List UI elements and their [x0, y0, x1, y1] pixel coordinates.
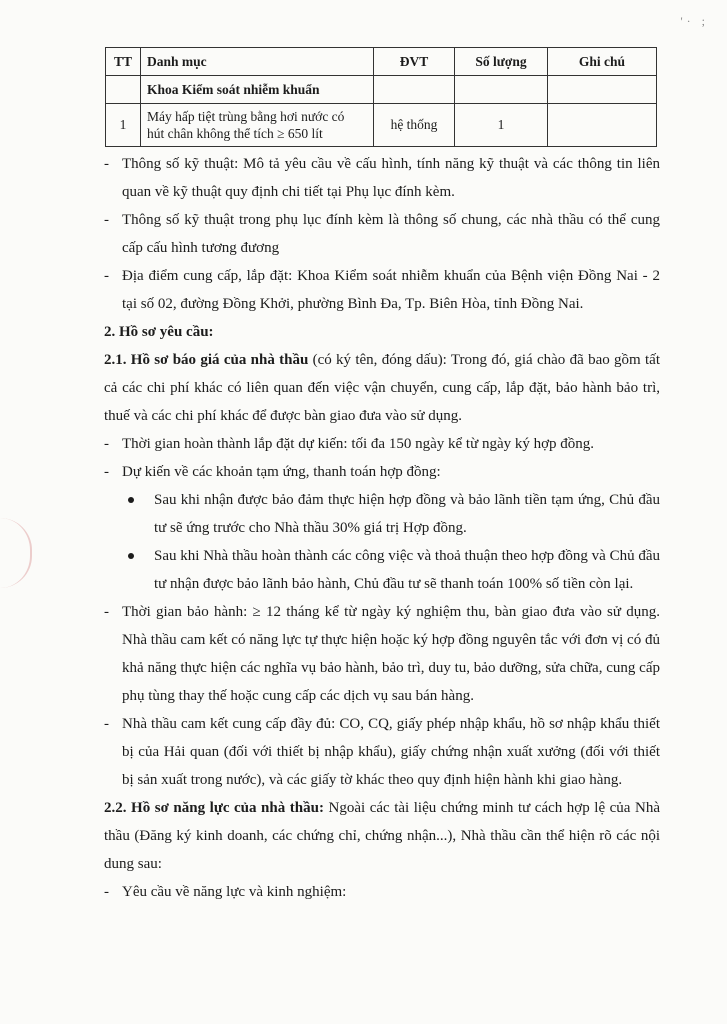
delivery-location-paragraph: - Địa điểm cung cấp, lắp đặt: Khoa Kiểm soát nhiễm khuẩn của Bệnh viện Đồng Nai - 2 tại số 02, đường Đồng Khởi, phường Bình Đa, Tp. Biên Hòa, tỉnh Đồng Nai.	[104, 262, 660, 318]
row-note	[548, 104, 657, 147]
section-2-2-text: Ngoài các tài liệu chứng minh tư cách hợp lệ của Nhà thầu (Đăng ký kinh doanh, các chứng chỉ, chứng nhận...), Nhà thầu cần thể hiện rõ các nội dung sau:	[104, 800, 660, 872]
row-qty: 1	[455, 104, 548, 147]
section-2-title: 2. Hồ sơ yêu cầu:	[104, 324, 214, 340]
header-tt: TT	[106, 48, 141, 76]
section-2-1-text: (có ký tên, đóng dấu): Trong đó, giá chào đã bao gồm tất cả các chi phí khác có liên quan đến việc vận chuyển, cung cấp, lắp đặt, bảo hành bảo trì, thuế và các chi phí khác để được bàn giao đưa vào sử dụng.	[104, 352, 660, 424]
section-2-1	[104, 346, 660, 430]
table-department-row	[106, 76, 657, 104]
bullet-item: Sau khi Nhà thầu hoàn thành các công việc và thoả thuận theo hợp đồng và Chủ đầu tư nhận được bảo lãnh bảo hành, Chủ đầu tư sẽ thanh toán 100% số tiền còn lại.	[104, 542, 660, 598]
row-item-name	[141, 104, 374, 147]
header-ghi-chu: Ghi chú	[548, 48, 657, 76]
capability-item: - Yêu cầu về năng lực và kinh nghiệm:	[104, 878, 660, 906]
payment-item: - Dự kiến về các khoản tạm ứng, thanh toán hợp đồng:	[104, 458, 660, 486]
table-row	[106, 104, 657, 147]
scan-corner-mark: '· ;	[680, 14, 709, 28]
warranty-item: - Thời gian bảo hành: ≥ 12 tháng kể từ ngày ký nghiệm thu, bàn giao đưa vào sử dụng. Nhà thầu cam kết có năng lực tự thực hiện hoặc ký hợp đồng nguyên tắc với đơn vị có đủ khả năng thực hiện các nghĩa vụ bảo hành, bảo trì, duy tu, bảo dưỡng, sửa chữa, cung cấp phụ tùng thay thế hoặc cung cấp các dịch vụ sau bán hàng.	[104, 598, 660, 710]
document-body	[104, 150, 660, 906]
row-item-name-line2: hút chân không thể tích ≥ 650 lít	[147, 126, 323, 141]
section-2-2-title: 2.2. Hồ sơ năng lực của nhà thầu:	[104, 800, 324, 816]
header-so-luong: Số lượng	[455, 48, 548, 76]
department-name: Khoa Kiểm soát nhiễm khuẩn	[141, 76, 374, 104]
spec-general-paragraph: - Thông số kỹ thuật trong phụ lục đính kèm là thông số chung, các nhà thầu có thể cung cấp cấu hình tương đương	[104, 206, 660, 262]
header-dvt: ĐVT	[374, 48, 455, 76]
row-unit: hệ thống	[374, 104, 455, 147]
header-danh-muc: Danh mục	[141, 48, 374, 76]
bullet-dot-icon	[128, 553, 134, 559]
row-tt: 1	[106, 104, 141, 147]
documents-item: - Nhà thầu cam kết cung cấp đầy đủ: CO, CQ, giấy phép nhập khẩu, hồ sơ nhập khẩu thiết bị của Hải quan (đối với thiết bị nhập khẩu), giấy chứng nhận xuất xưởng (đối với thiết bị sản xuất trong nước), và các giấy tờ khác theo quy định hiện hành khi giao hàng.	[104, 710, 660, 794]
equipment-table	[105, 47, 657, 147]
stamp-edge-mark	[0, 518, 32, 588]
row-item-name-line1: Máy hấp tiệt trùng bằng hơi nước có	[147, 109, 345, 124]
completion-time-item: - Thời gian hoàn thành lắp đặt dự kiến: tối đa 150 ngày kể từ ngày ký hợp đồng.	[104, 430, 660, 458]
spec-paragraph: - Thông số kỹ thuật: Mô tả yêu cầu về cấu hình, tính năng kỹ thuật và các thông tin liên quan về kỹ thuật quy định chi tiết tại Phụ lục đính kèm.	[104, 150, 660, 206]
bullet-item: Sau khi nhận được bảo đảm thực hiện hợp đồng và bảo lãnh tiền tạm ứng, Chủ đầu tư sẽ ứng trước cho Nhà thầu 30% giá trị Hợp đồng.	[104, 486, 660, 542]
section-2-2	[104, 794, 660, 878]
bullet-dot-icon	[128, 497, 134, 503]
section-2-1-title: 2.1. Hồ sơ báo giá của nhà thầu	[104, 352, 309, 368]
table-header-row	[106, 48, 657, 76]
